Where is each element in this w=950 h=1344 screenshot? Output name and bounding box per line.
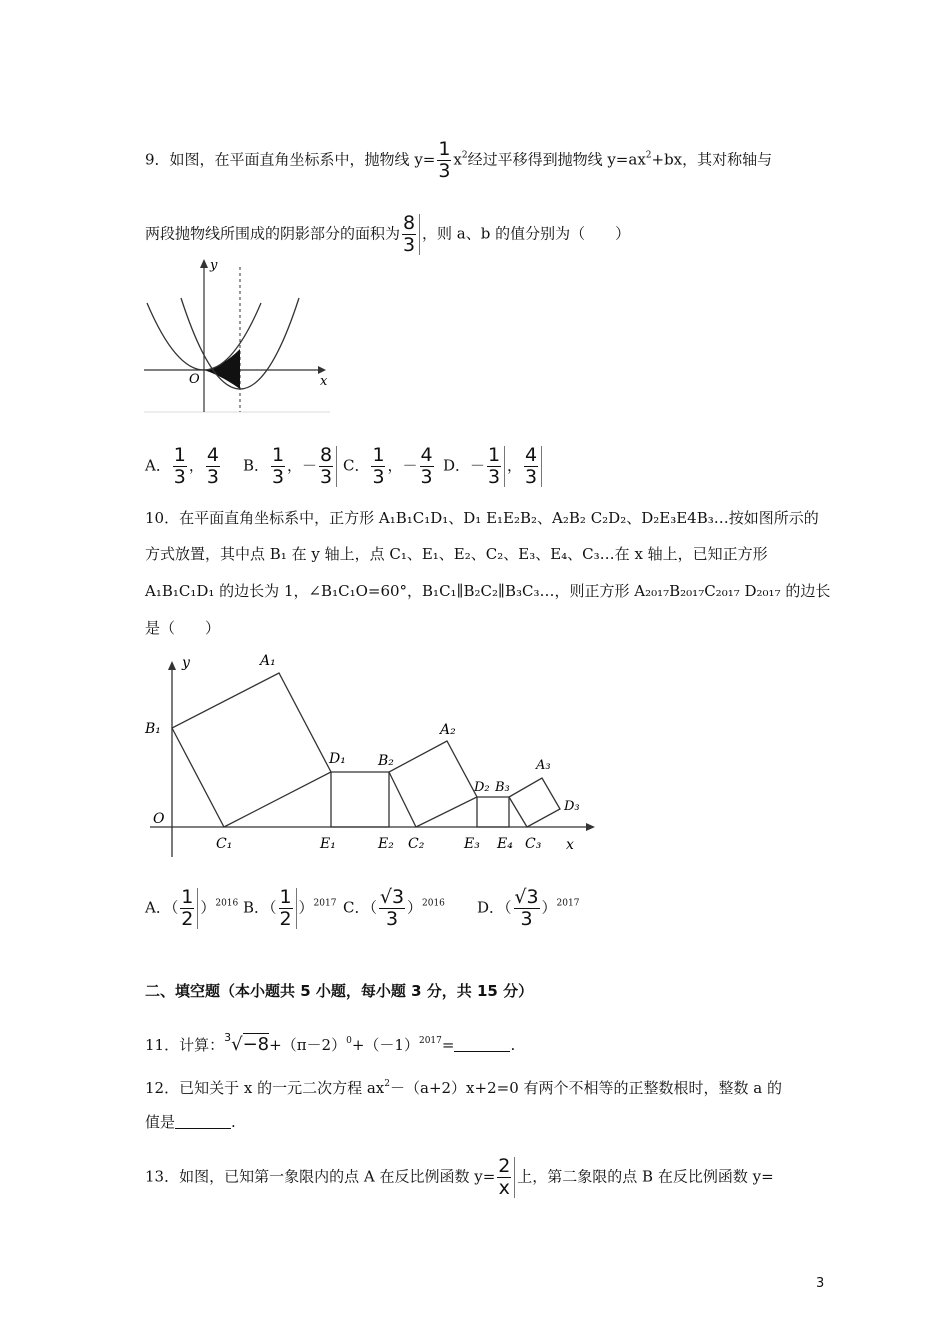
q10-line3: A₁B₁C₁D₁ 的边长为 1，∠B₁C₁O=60°，B₁C₁∥B₂C₂∥B₃C₃…，则正方形 A₂₀₁₇B₂₀₁₇C₂₀₁₇ D₂₀₁₇ 的边长 [145,582,831,600]
q10-option-c: C．（ $\frac{√3}{3}$ ）$^{2016}$ [343,886,445,930]
q12-line2: 值是 . [145,1113,236,1131]
q10-option-b: B．（ $\frac{1}{2}$ ）$^{2017}$ [243,886,337,930]
square-2 [389,741,477,827]
q9-option-d: D．－ $\frac{1}{3}$ ， $\frac{4}{3}$ [443,446,544,487]
q10-options [145,888,810,932]
q9-option-a: A． $\frac{1}{3}$ ， $\frac{4}{3}$ [145,444,219,488]
q10-line4: 是（ ） [145,619,221,637]
q9-option-b: B． $\frac{1}{3}$ ，－ $\frac{8}{3}$ [243,446,339,487]
label-c3: C₃ [525,836,542,852]
q12-line1: 12．已知关于 x 的一元二次方程 $ax^2-(a+2)x+2=0$ 有两个不相等的正整数根时，整数 a 的 [145,1079,782,1097]
origin-label: O [189,372,200,387]
label-d1: D₁ [329,751,346,767]
q10-figure [140,645,600,860]
q10-line1: 10．在平面直角坐标系中，正方形 A₁B₁C₁D₁、D₁ E₁E₂B₂、A₂B₂ C₂D₂、D₂E₃E4B₃…按如图所示的 [145,509,819,527]
q11-answer-blank [454,1037,510,1052]
q12-answer-blank [175,1114,231,1129]
q10-option-d: D．（ $\frac{√3}{3}$ ）$^{2017}$ [477,886,580,930]
q9-options [145,446,810,486]
q9-area-fraction: $\frac{8}{3}$ [402,214,420,255]
square-1 [172,673,331,827]
label-e3: E₃ [464,836,480,852]
q9-fraction: $\frac{1}{3}$ [438,138,451,182]
label-d2: D₂ [474,780,490,795]
label-e2: E₂ [378,836,394,852]
square-e3e4 [477,797,509,827]
label-e1: E₁ [320,836,336,852]
label-c2: C₂ [408,836,425,852]
q11-line: 11．计算：$^3√-8+(\pi-2)^0+(-1)^{2017}=$ . [145,1028,810,1055]
q13-fraction: $\frac{2}{x}$ [497,1157,515,1198]
square-e1e2 [331,772,389,827]
q9-line1: 9．如图，在平面直角坐标系中，抛物线 y= $\frac{1}{3}$ $x^2$经过平移得到抛物线 $y=ax^2+bx$，其对称轴与 [145,138,773,182]
page-number: 3 [816,1276,825,1291]
label-c1: C₁ [216,836,233,852]
label-e4: E₄ [497,836,513,852]
y-label: y [210,258,218,273]
y-label: y [182,655,190,671]
label-a1: A₁ [260,653,276,669]
y-axis-arrow [200,259,208,268]
x-axis-arrow [318,366,326,374]
q10-option-a: A．（ $\frac{1}{2}$ ）$^{2016}$ [145,886,239,930]
q9-number: 9． [145,150,170,169]
x-label: x [566,837,574,853]
y-axis-arrow [168,661,176,670]
origin-label: O [153,811,165,827]
section-heading: 二、填空题（本小题共 5 小题，每小题 3 分，共 15 分） [145,982,534,1000]
label-d3: D₃ [564,799,580,814]
label-a3: A₃ [536,758,551,773]
label-b2: B₂ [378,753,394,769]
q9-option-c: C． $\frac{1}{3}$ ，－ $\frac{4}{3}$ [343,444,433,488]
q9-line2: 两段抛物线所围成的阴影部分的面积为 $\frac{8}{3}$ ，则 a、b 的值分别为（ ） [145,212,631,256]
q13-line: 13．如图，已知第一象限内的点 A 在反比例函数 y= $\frac{2}{x}$ 上，第二象限的点 B 在反比例函数 y= [145,1155,774,1199]
label-b1: B₁ [145,721,161,737]
q10-line2: 方式放置，其中点 B₁ 在 y 轴上，点 C₁、E₁、E₂、C₂、E₃、E₄、C₃…在 x 轴上，已知正方形 [145,545,768,563]
x-label: x [320,374,328,389]
x-axis-arrow [586,823,595,831]
cube-root: $^3$√−8 [224,1031,270,1055]
q9-figure [140,255,340,415]
square-3 [509,778,560,827]
label-a2: A₂ [440,722,456,738]
label-b3: B₃ [495,780,510,795]
q9-text: 如图，在平面直角坐标系中，抛物线 y= [169,150,436,169]
